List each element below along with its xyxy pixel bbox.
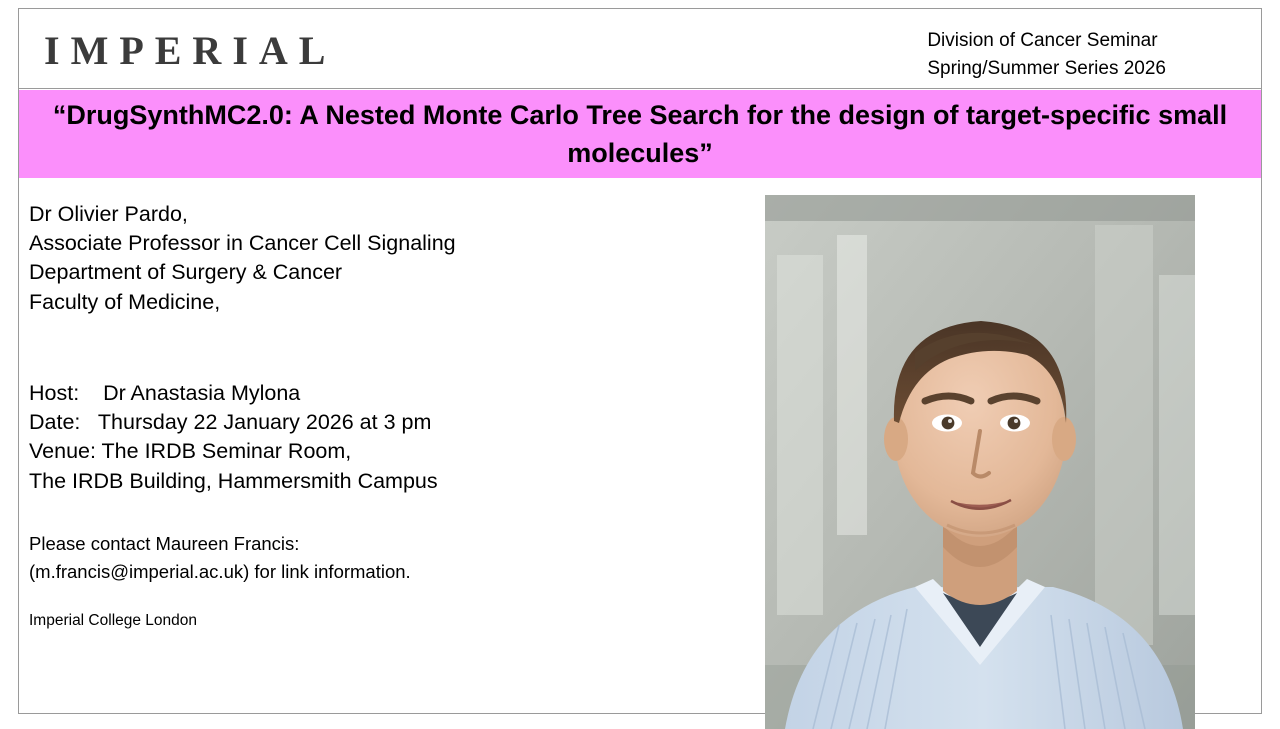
speaker-name: Dr Olivier Pardo, [29, 202, 188, 226]
speaker-portrait-photo [765, 195, 1195, 729]
poster-header [19, 9, 1261, 89]
series-line-2: Spring/Summer Series 2026 [927, 57, 1166, 79]
title-band [19, 90, 1261, 178]
speaker-department: Department of Surgery & Cancer [29, 260, 343, 285]
organisation-name: Imperial College London [29, 612, 198, 630]
series-line-1: Division of Cancer Seminar [927, 30, 1158, 51]
event-venue-address: The IRDB Building, Hammersmith Campus [29, 468, 438, 493]
contact-line-2: (m.francis@imperial.ac.uk) for link information. [29, 560, 411, 582]
poster-frame [18, 8, 1262, 714]
poster-body [19, 178, 1261, 713]
speaker-faculty: Faculty of Medicine, [29, 289, 221, 314]
seminar-title: “DrugSynthMC2.0: A Nested Monte Carlo Tree Search for the design of target-specific small molecules” [52, 99, 1228, 168]
seminar-series-label [927, 27, 1166, 82]
contact-block [29, 530, 749, 586]
contact-line-1: Please contact Maureen Francis: [29, 532, 300, 554]
event-date: Date: Thursday 22 January 2026 at 3 pm [29, 410, 432, 435]
poster-text-column [29, 200, 749, 630]
event-venue: Venue: The IRDB Seminar Room, [29, 439, 352, 464]
imperial-logo: IMPERIAL [44, 28, 337, 73]
event-details-block [29, 379, 749, 496]
event-host: Host: Dr Anastasia Mylona [29, 380, 301, 405]
speaker-block [29, 200, 749, 317]
speaker-role: Associate Professor in Cancer Cell Signaling [29, 231, 456, 256]
